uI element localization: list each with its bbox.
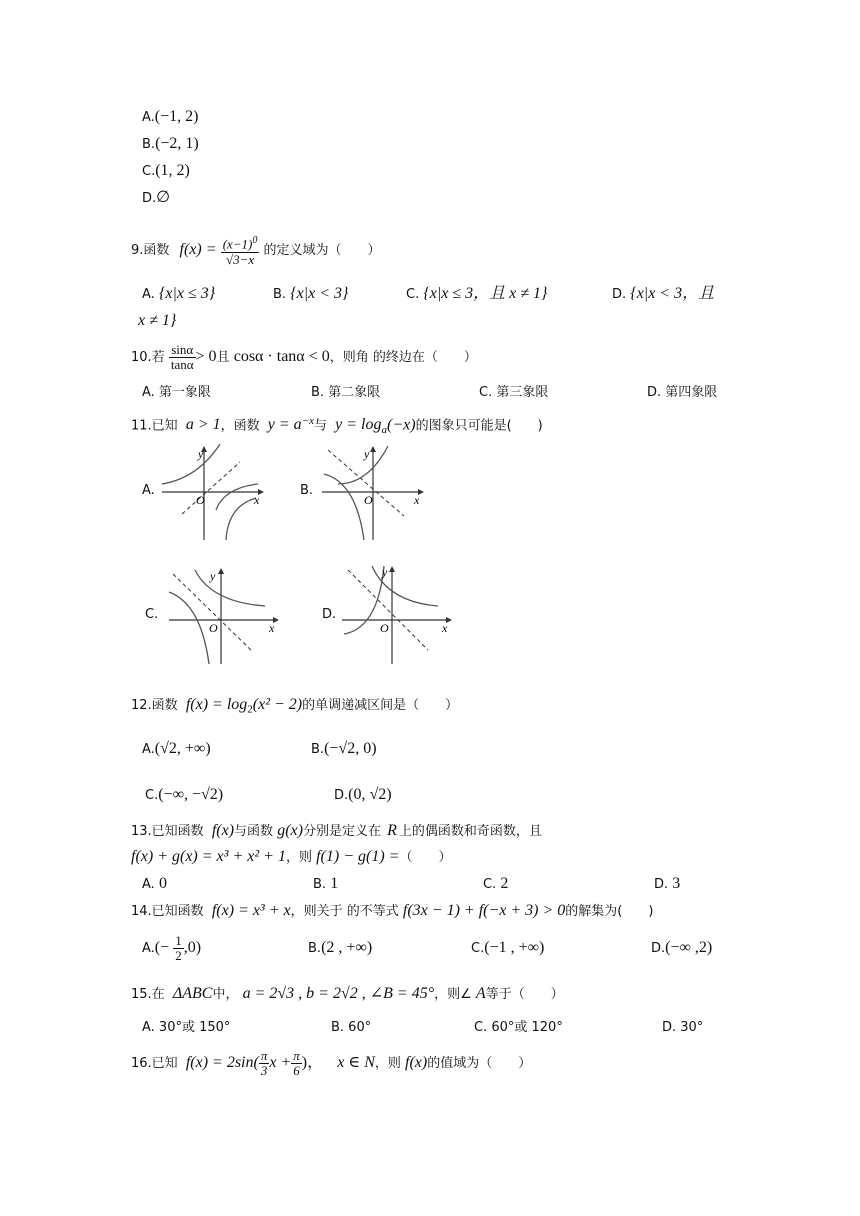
func-f: f(x) — [211, 822, 235, 839]
option-label: C. — [406, 287, 420, 302]
func-2-base: a — [381, 423, 387, 436]
with: 与函数 — [234, 824, 274, 839]
frac-num: (x−1) — [222, 236, 253, 252]
func-1-exp: −x — [301, 415, 314, 427]
option-math: {x|x < 3} — [290, 285, 349, 302]
ask: f(1) − g(1) = — [316, 848, 400, 865]
origin-label: O — [196, 493, 205, 507]
q10-option-a: A. 第一象限 — [142, 385, 211, 400]
option-math: (√2, +∞) — [154, 740, 211, 757]
gt: > 0 — [195, 348, 217, 365]
option-math: (2 , +∞) — [321, 939, 373, 956]
func-g: g(x) — [277, 822, 303, 839]
stem-suffix: 的单调递减区间是（ ） — [302, 698, 459, 713]
option-math: 0 — [158, 875, 167, 892]
q15-stem — [131, 983, 564, 1005]
y-axis-label: y — [210, 569, 216, 583]
q15-option-a: A. 30°或 150° — [142, 1020, 231, 1035]
option-label: B. — [313, 877, 327, 892]
y-axis-label: y — [382, 565, 388, 579]
func: f(x) = 2sin( — [185, 1054, 259, 1071]
x-axis-label: x — [269, 621, 275, 635]
option-math-pre: (− — [154, 939, 170, 956]
option-math: 2 — [500, 875, 509, 892]
tail: 上的偶函数和奇函数，且 — [398, 824, 542, 839]
stem-prefix: 12.函数 — [131, 698, 178, 713]
option-math: 1 — [330, 875, 339, 892]
fraction — [221, 234, 260, 266]
option-math: (1, 2) — [155, 162, 190, 179]
frac-num: 1 — [175, 933, 182, 948]
fraction-2 — [291, 1049, 302, 1078]
condition: x ∈ N — [337, 1054, 375, 1071]
option-math: (−1 , +∞) — [484, 939, 545, 956]
q9-option-d-cont — [138, 312, 176, 331]
option-label: C. — [145, 788, 159, 803]
option-math: (−∞, −√2) — [158, 786, 224, 803]
stem-prefix: 15.在 — [131, 987, 165, 1002]
equation: f(x) + g(x) = x³ + x² + 1 — [131, 848, 286, 865]
option-label: D. — [654, 877, 669, 892]
inequality: f(3x − 1) + f(−x + 3) > 0 — [402, 902, 566, 919]
frac-num: π — [293, 1048, 300, 1063]
option-math: (−√2, 0) — [324, 740, 377, 757]
option-math: {x|x < 3，且 — [630, 285, 715, 302]
option-label: B. — [273, 287, 287, 302]
q12-option-b — [311, 737, 377, 761]
graph-b — [318, 440, 428, 545]
close-paren: )， — [301, 1054, 324, 1071]
with: 与 — [314, 418, 328, 434]
q13-stem-line2 — [131, 846, 451, 868]
option-math: x ≠ 1} — [138, 312, 177, 329]
func-2: y = log — [335, 416, 382, 434]
option-label: A. — [142, 941, 155, 956]
option-math: (−∞ ,2) — [665, 939, 713, 956]
frac-den: 6 — [293, 1063, 300, 1078]
q9-option-b — [273, 285, 348, 304]
q9-option-d — [612, 285, 714, 304]
fraction — [173, 934, 184, 963]
option-label: C. — [142, 164, 156, 179]
q12-option-d — [334, 783, 392, 807]
func: f(x) = x³ + x — [211, 902, 291, 919]
option-label: D. — [651, 941, 666, 956]
q13-option-d — [654, 875, 680, 894]
q9-stem — [131, 232, 381, 268]
stem-prefix: 16.已知 — [131, 1056, 178, 1071]
stem-suffix: 的值域为（ ） — [427, 1056, 532, 1071]
q13-option-b — [313, 875, 338, 894]
origin-label: O — [364, 493, 373, 507]
log-base: 2 — [247, 703, 253, 716]
tail: ，则∠ — [434, 987, 472, 1002]
mid: ，则 — [285, 850, 312, 865]
and: 且 — [216, 350, 230, 365]
q8-option-a — [142, 108, 198, 127]
func-1: y = a — [267, 416, 302, 434]
mid: ，则关于 的不等式 — [290, 904, 399, 919]
q13-option-a — [142, 875, 167, 894]
stem-prefix: 9.函数 — [131, 243, 170, 258]
stem-suffix: 等于（ ） — [485, 987, 564, 1002]
option-label: B. — [142, 137, 156, 152]
frac-num: sinα — [169, 343, 196, 358]
func: f(x) = log — [185, 696, 248, 713]
option-label: A. — [142, 742, 155, 757]
func: f(x) = — [179, 241, 217, 258]
condition: cosα · tanα < 0 — [233, 348, 330, 365]
origin-label: O — [209, 621, 218, 635]
condition: a > 1 — [185, 416, 221, 434]
q12-stem — [131, 693, 458, 717]
x-axis-label: x — [254, 493, 260, 507]
graph-b-label: B. — [300, 483, 314, 498]
q13-stem-line1 — [131, 820, 542, 842]
q14-stem — [131, 900, 653, 922]
frac-den: 3 — [260, 1063, 268, 1078]
stem-suffix: ，则角 的终边在（ ） — [329, 350, 477, 365]
option-math-post: ,0) — [183, 939, 202, 956]
x-axis-label: x — [442, 621, 448, 635]
q8-option-b — [142, 135, 199, 154]
q10-stem — [131, 340, 477, 374]
graph-a — [158, 440, 268, 545]
angle-a: A — [475, 985, 486, 1002]
fraction — [169, 343, 196, 372]
frac-den: tanα — [170, 357, 194, 372]
mid: 分别是定义在 — [302, 824, 381, 839]
exponent: 0 — [252, 235, 258, 247]
frac-num: π — [260, 1048, 268, 1063]
stem-suffix: 的图象只可能是( ) — [415, 418, 543, 434]
condition: a = 2√3 , b = 2√2 , ∠B = 45° — [242, 985, 435, 1002]
q12-option-a — [142, 737, 211, 761]
origin-label: O — [380, 621, 389, 635]
option-math: {x|x ≤ 3，且 x ≠ 1} — [423, 285, 548, 302]
stem-suffix: 的定义域为（ ） — [263, 243, 381, 258]
mid: ，则 — [374, 1056, 401, 1071]
q15-option-d: D. 30° — [662, 1020, 704, 1035]
plus: x + — [269, 1054, 292, 1071]
q9-option-c — [406, 285, 547, 304]
log-arg: (x² − 2) — [252, 696, 303, 713]
option-label: C. — [471, 941, 485, 956]
option-label: D. — [334, 788, 349, 803]
option-label: A. — [142, 287, 155, 302]
option-math: (−2, 1) — [155, 135, 199, 152]
y-axis-label: y — [364, 447, 370, 461]
q8-option-c — [142, 162, 190, 181]
mid: 中， — [212, 987, 239, 1002]
graph-d-label: D. — [322, 607, 337, 622]
stem-prefix: 14.已知函数 — [131, 904, 204, 919]
stem-prefix: 11.已知 — [131, 418, 178, 434]
graph-d — [338, 562, 458, 667]
option-label: A. — [142, 110, 155, 125]
q14-option-d — [651, 937, 712, 959]
option-label: C. — [483, 877, 497, 892]
graph-a-label: A. — [142, 483, 155, 498]
ask-tail: （ ） — [399, 850, 452, 865]
option-label: A. — [142, 877, 155, 892]
triangle: ΔABC — [172, 985, 213, 1002]
q9-option-a — [142, 285, 215, 304]
x-axis-label: x — [414, 493, 420, 507]
option-label: D. — [612, 287, 627, 302]
mid: ，函数 — [220, 418, 260, 434]
reals: R — [387, 822, 397, 839]
q8-option-d — [142, 189, 170, 208]
option-math: (−1, 2) — [154, 108, 199, 125]
q16-stem — [131, 1046, 531, 1080]
q10-option-c: C. 第三象限 — [479, 385, 549, 400]
q12-option-c — [145, 783, 223, 807]
option-label: D. — [142, 191, 157, 206]
q13-option-c — [483, 875, 508, 894]
graph-c — [165, 562, 285, 667]
q10-option-d: D. 第四象限 — [647, 385, 718, 400]
frac-den: 2 — [175, 948, 182, 963]
graph-c-label: C. — [145, 607, 159, 622]
option-math: ∅ — [156, 189, 171, 206]
option-math: (0, √2) — [348, 786, 392, 803]
frac-den: √3−x — [225, 251, 255, 267]
option-label: B. — [308, 941, 322, 956]
q14-option-a — [142, 933, 201, 963]
func-2-arg: (−x) — [387, 416, 416, 434]
fraction-1 — [259, 1049, 270, 1078]
q10-option-b: B. 第二象限 — [311, 385, 381, 400]
option-label: B. — [311, 742, 325, 757]
q14-option-c — [471, 937, 544, 959]
q14-option-b — [308, 937, 372, 959]
stem-prefix: 13.已知函数 — [131, 824, 204, 839]
stem-prefix: 10.若 — [131, 350, 165, 365]
y-axis-label: y — [198, 447, 204, 461]
q15-option-b: B. 60° — [331, 1020, 372, 1035]
q11-stem — [131, 410, 543, 436]
stem-suffix: 的解集为( ) — [565, 904, 654, 919]
q15-option-c: C. 60°或 120° — [474, 1020, 563, 1035]
func-f: f(x) — [405, 1054, 428, 1071]
option-math: 3 — [672, 875, 681, 892]
option-math: {x|x ≤ 3} — [158, 285, 216, 302]
